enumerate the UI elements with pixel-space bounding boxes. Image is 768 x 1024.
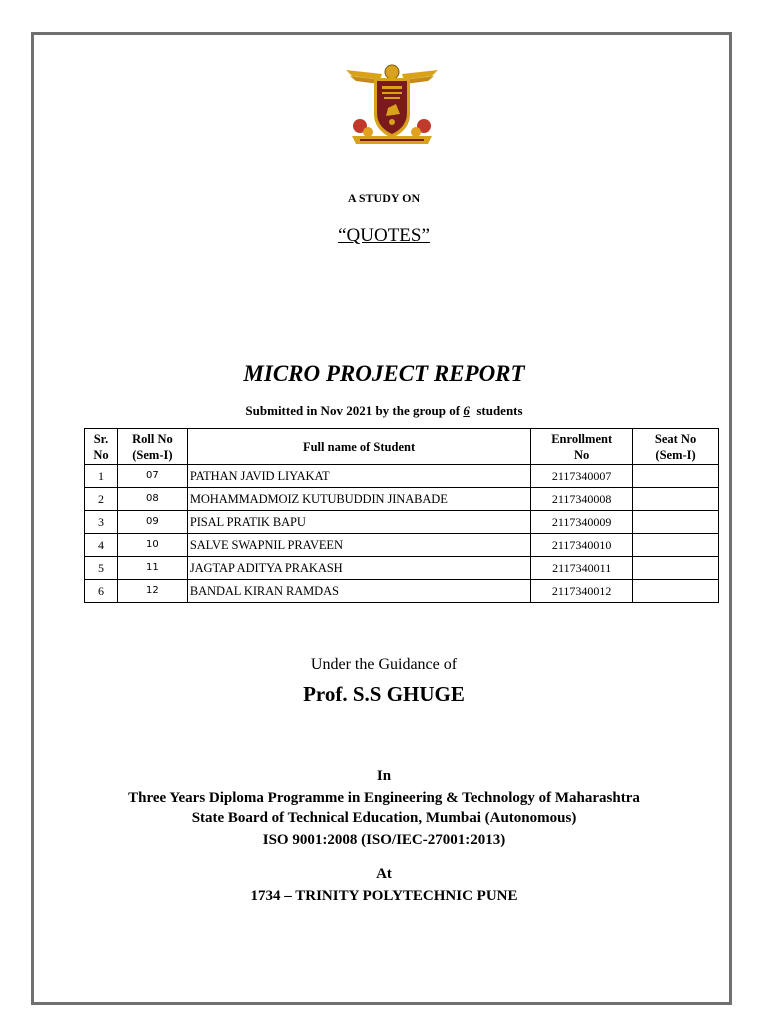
- group-size: 6: [463, 403, 470, 418]
- in-label: In: [376, 768, 392, 784]
- cell-sr: 5: [85, 557, 118, 580]
- at-label: At: [376, 866, 392, 882]
- board-line: State Board of Technical Education, Mumbai (Autonomous): [191, 810, 577, 826]
- cell-name: SALVE SWAPNIL PRAVEEN: [187, 534, 530, 557]
- cell-enrollment: 2117340012: [531, 580, 633, 603]
- header-enrollment-no: Enrollment No: [531, 429, 633, 465]
- cell-name: MOHAMMADMOIZ KUTUBUDDIN JINABADE: [187, 488, 530, 511]
- table-row: [85, 534, 719, 557]
- table-row: [85, 488, 719, 511]
- cell-sr: 2: [85, 488, 118, 511]
- guidance-label: Under the Guidance of: [310, 656, 458, 673]
- cell-roll: 08: [117, 488, 187, 511]
- cell-sr: 4: [85, 534, 118, 557]
- report-title: MICRO PROJECT REPORT: [243, 361, 525, 386]
- institute-crest-logo: [344, 62, 440, 150]
- cell-roll: 11: [117, 557, 187, 580]
- cell-seat: [633, 557, 719, 580]
- guide-name: Prof. S.S GHUGE: [303, 682, 465, 706]
- header-seat-no: Seat No (Sem-I): [633, 429, 719, 465]
- table-row: [85, 465, 719, 488]
- cell-seat: [633, 534, 719, 557]
- table-header-row: [85, 429, 719, 465]
- cell-enrollment: 2117340008: [531, 488, 633, 511]
- students-table: [84, 428, 719, 603]
- institute-name: 1734 – TRINITY POLYTECHNIC PUNE: [250, 888, 518, 904]
- study-label: A STUDY ON: [347, 191, 421, 205]
- cell-seat: [633, 465, 719, 488]
- cell-roll: 09: [117, 511, 187, 534]
- cell-name: JAGTAP ADITYA PRAKASH: [187, 557, 530, 580]
- table-row: [85, 511, 719, 534]
- project-topic: “QUOTES”: [338, 225, 430, 246]
- cell-sr: 6: [85, 580, 118, 603]
- cell-enrollment: 2117340009: [531, 511, 633, 534]
- submission-line: Submitted in Nov 2021 by the group of 6 students: [245, 403, 523, 418]
- cell-name: PISAL PRATIK BAPU: [187, 511, 530, 534]
- programme-line: Three Years Diploma Programme in Engineering & Technology of Maharashtra: [128, 790, 640, 806]
- header-sr-no: Sr. No: [85, 429, 118, 465]
- cell-enrollment: 2117340011: [531, 557, 633, 580]
- cell-enrollment: 2117340010: [531, 534, 633, 557]
- cell-enrollment: 2117340007: [531, 465, 633, 488]
- cell-sr: 3: [85, 511, 118, 534]
- table-row: [85, 580, 719, 603]
- cell-name: BANDAL KIRAN RAMDAS: [187, 580, 530, 603]
- cell-roll: 10: [117, 534, 187, 557]
- cell-seat: [633, 488, 719, 511]
- table-row: [85, 557, 719, 580]
- header-roll-no: Roll No (Sem-I): [117, 429, 187, 465]
- iso-line: ISO 9001:2008 (ISO/IEC-27001:2013): [262, 832, 506, 848]
- cell-sr: 1: [85, 465, 118, 488]
- cell-roll: 12: [117, 580, 187, 603]
- cell-seat: [633, 580, 719, 603]
- cell-roll: 07: [117, 465, 187, 488]
- cell-name: PATHAN JAVID LIYAKAT: [187, 465, 530, 488]
- header-full-name: Full name of Student: [187, 429, 530, 465]
- cell-seat: [633, 511, 719, 534]
